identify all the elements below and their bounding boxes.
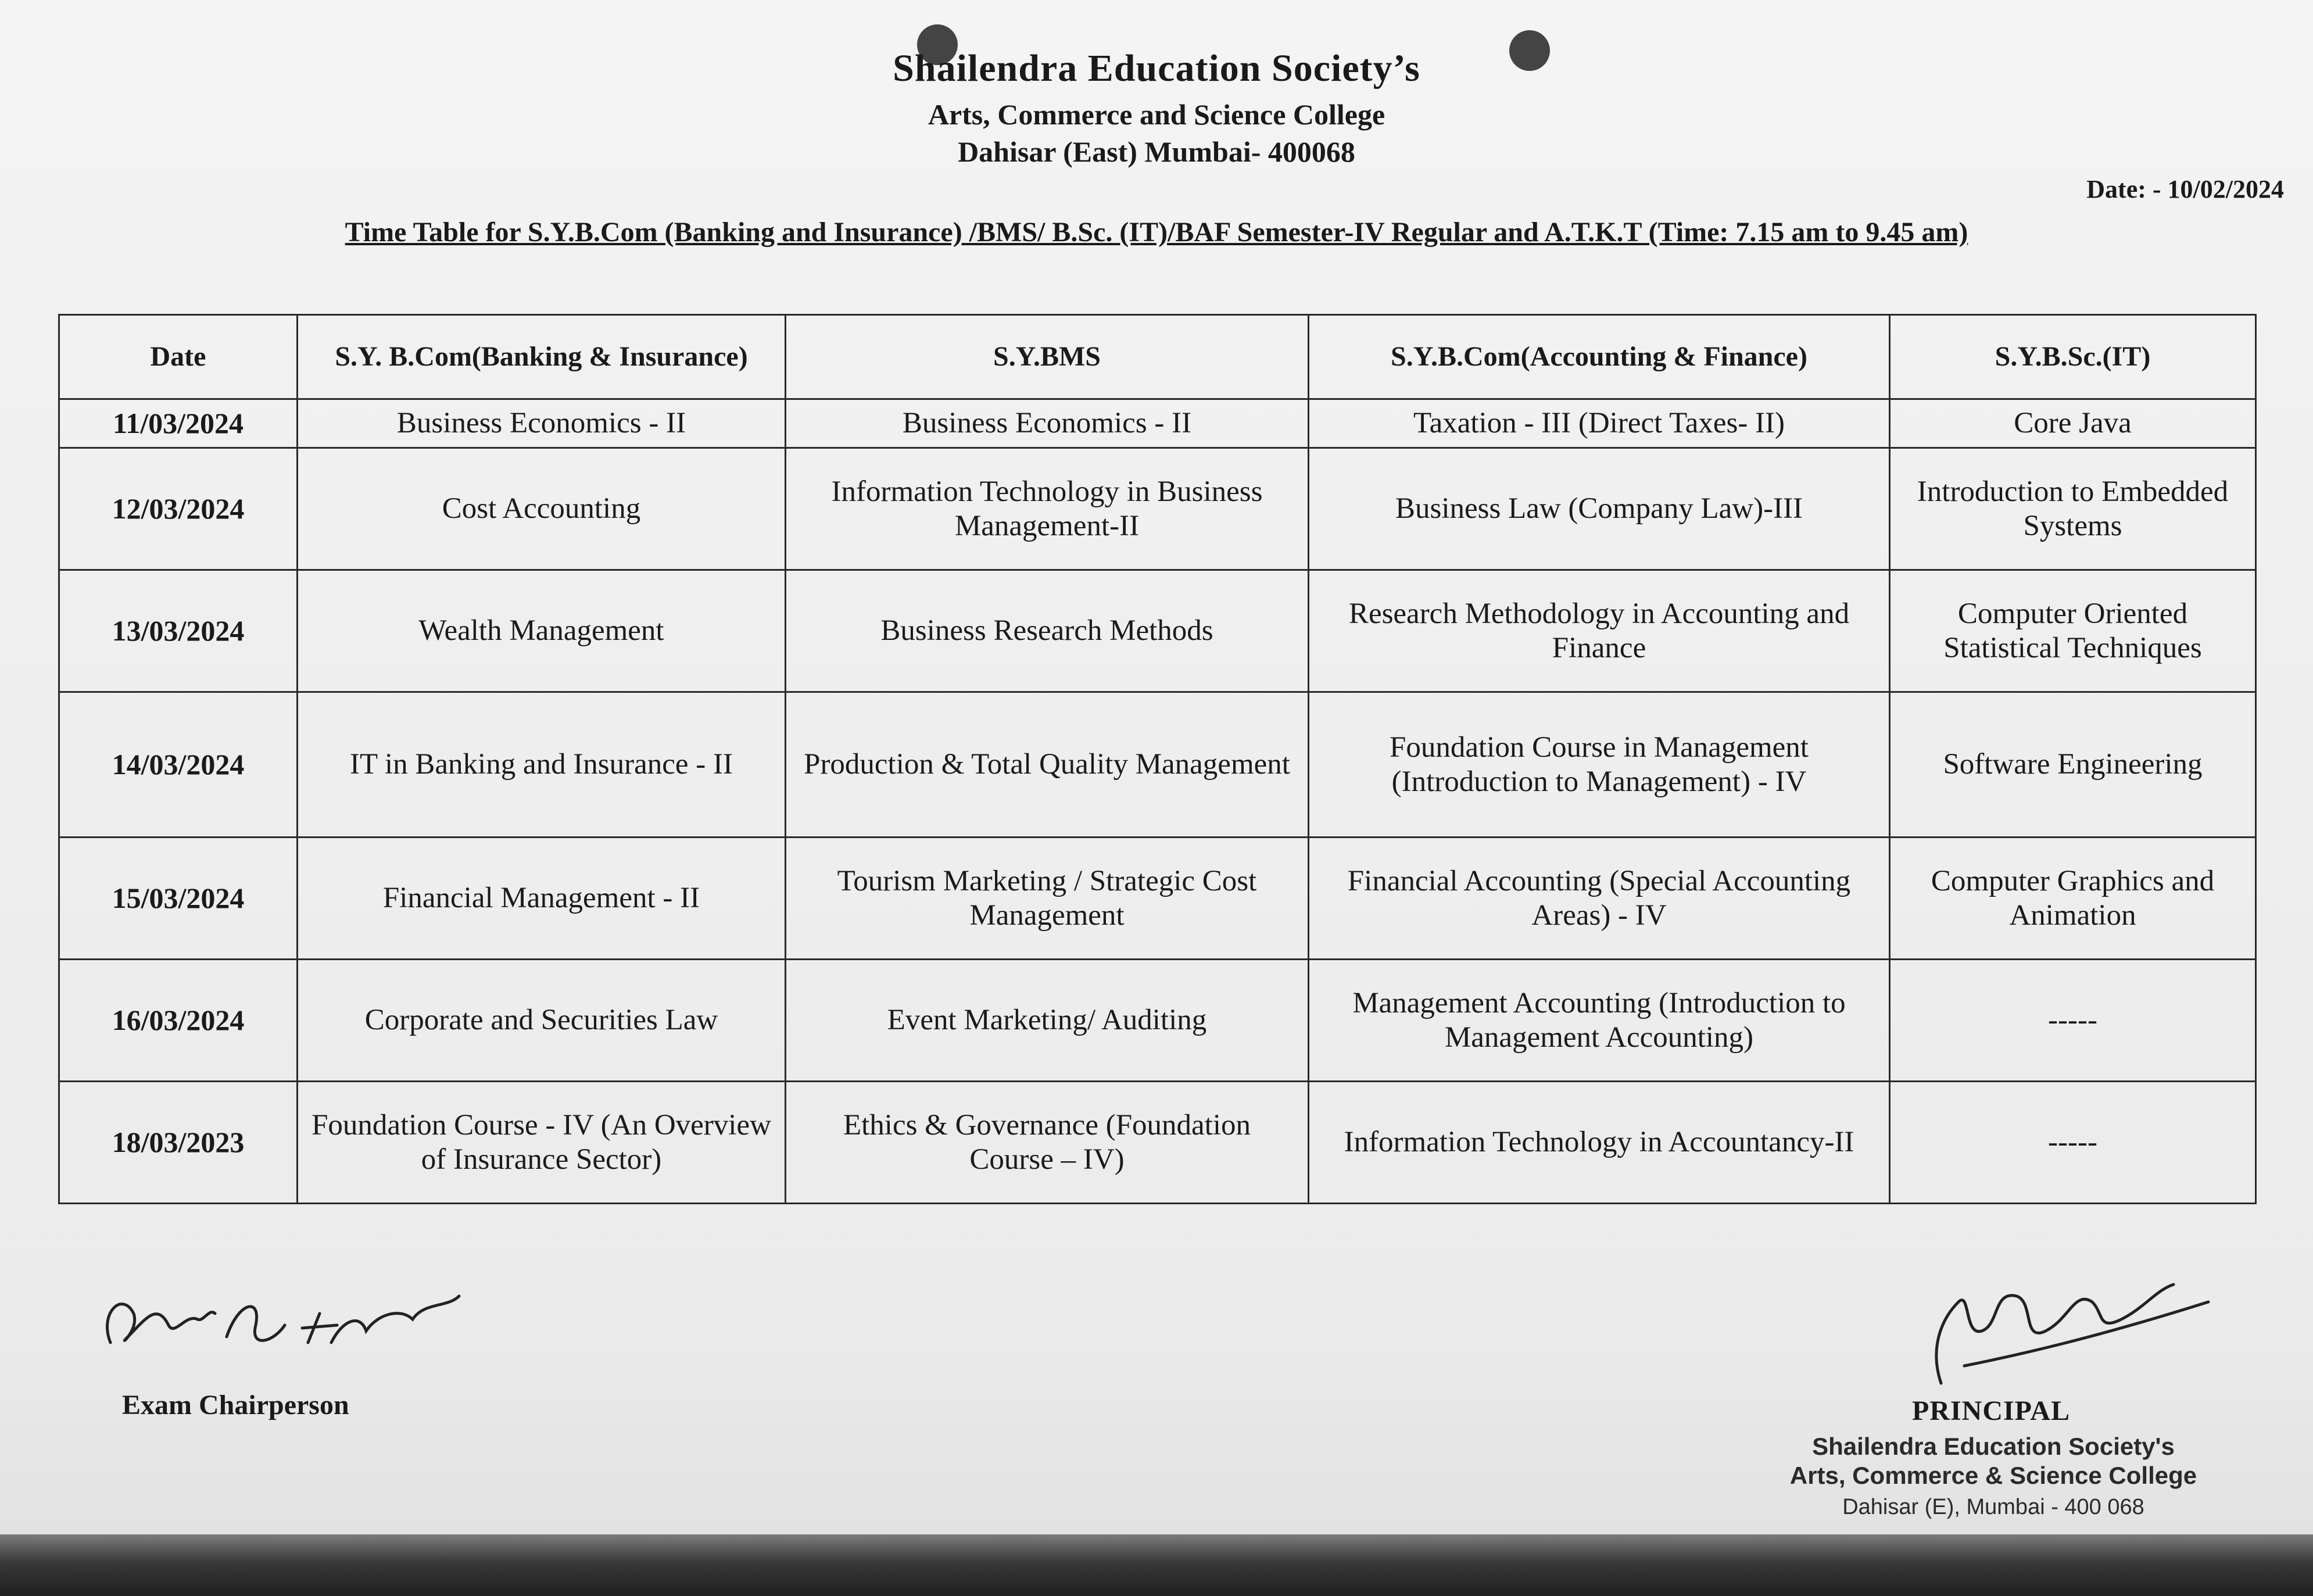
chairperson-label: Exam Chairperson [122, 1390, 349, 1420]
college-name: Arts, Commerce and Science College [928, 98, 1385, 131]
table-row [59, 399, 2256, 448]
subject-bsc-it: Computer Graphics and Animation [1890, 838, 2256, 960]
desk-shadow [0, 1534, 2313, 1596]
table-row [59, 570, 2256, 692]
subject-banking-insurance: Financial Management - II [298, 838, 786, 960]
exam-date: 14/03/2024 [59, 692, 298, 838]
timetable-title: Time Table for S.Y.B.Com (Banking and Insurance) /BMS/ B.Sc. (IT)/BAF Semester-IV Regular and A.T.K.T (Time: 7.15 am to 9.45 am) [345, 217, 1968, 248]
subject-banking-insurance: Business Economics - II [298, 399, 786, 448]
col-header-bsc-it: S.Y.B.Sc.(IT) [1890, 315, 2256, 399]
college-address: Dahisar (East) Mumbai- 400068 [958, 135, 1355, 168]
table-row [59, 838, 2256, 960]
subject-accounting-finance: Financial Accounting (Special Accounting Areas) - IV [1309, 838, 1890, 960]
col-header-accounting-finance: S.Y.B.Com(Accounting & Finance) [1309, 315, 1890, 399]
subject-accounting-finance: Information Technology in Accountancy-II [1309, 1082, 1890, 1204]
exam-date: 13/03/2024 [59, 570, 298, 692]
timetable [58, 314, 2257, 1204]
subject-accounting-finance: Business Law (Company Law)-III [1309, 448, 1890, 570]
exam-date: 12/03/2024 [59, 448, 298, 570]
col-header-date: Date [59, 315, 298, 399]
subject-banking-insurance: Foundation Course - IV (An Overview of Insurance Sector) [298, 1082, 786, 1204]
exam-date: 15/03/2024 [59, 838, 298, 960]
header-row [59, 315, 2256, 399]
subject-banking-insurance: Cost Accounting [298, 448, 786, 570]
table-row [59, 692, 2256, 838]
subject-accounting-finance: Management Accounting (Introduction to Management Accounting) [1309, 960, 1890, 1082]
exam-date: 11/03/2024 [59, 399, 298, 448]
subject-banking-insurance: IT in Banking and Insurance - II [298, 692, 786, 838]
subject-bms: Event Marketing/ Auditing [786, 960, 1309, 1082]
subject-accounting-finance: Research Methodology in Accounting and Finance [1309, 570, 1890, 692]
subject-bsc-it: Computer Oriented Statistical Techniques [1890, 570, 2256, 692]
table-row [59, 1082, 2256, 1204]
stamp-society: Shailendra Education Society's [1812, 1433, 2175, 1460]
subject-bsc-it: Introduction to Embedded Systems [1890, 448, 2256, 570]
society-name: Shailendra Education Society’s [893, 47, 1420, 90]
exam-date: 18/03/2023 [59, 1082, 298, 1204]
table-row [59, 960, 2256, 1082]
subject-bms: Tourism Marketing / Strategic Cost Management [786, 838, 1309, 960]
table-row [59, 448, 2256, 570]
subject-bsc-it: Software Engineering [1890, 692, 2256, 838]
issue-date: Date: - 10/02/2024 [2086, 175, 2284, 203]
chairperson-signature [87, 1279, 494, 1366]
principal-label: PRINCIPAL [1912, 1395, 2071, 1426]
subject-accounting-finance: Foundation Course in Management (Introduction to Management) - IV [1309, 692, 1890, 838]
subject-accounting-finance: Taxation - III (Direct Taxes- II) [1309, 399, 1890, 448]
subject-banking-insurance: Wealth Management [298, 570, 786, 692]
exam-date: 16/03/2024 [59, 960, 298, 1082]
subject-bsc-it: ----- [1890, 960, 2256, 1082]
col-header-bms: S.Y.BMS [786, 315, 1309, 399]
subject-bms: Information Technology in Business Management-II [786, 448, 1309, 570]
subject-bms: Business Research Methods [786, 570, 1309, 692]
subject-banking-insurance: Corporate and Securities Law [298, 960, 786, 1082]
subject-bms: Business Economics - II [786, 399, 1309, 448]
subject-bms: Ethics & Governance (Foundation Course – IV) [786, 1082, 1309, 1204]
stamp-college: Arts, Commerce & Science College [1789, 1462, 2197, 1489]
subject-bsc-it: ----- [1890, 1082, 2256, 1204]
col-header-banking-insurance: S.Y. B.Com(Banking & Insurance) [298, 315, 786, 399]
principal-signature [1906, 1267, 2232, 1401]
subject-bms: Production & Total Quality Management [786, 692, 1309, 838]
subject-bsc-it: Core Java [1890, 399, 2256, 448]
stamp-address: Dahisar (E), Mumbai - 400 068 [1842, 1495, 2144, 1519]
